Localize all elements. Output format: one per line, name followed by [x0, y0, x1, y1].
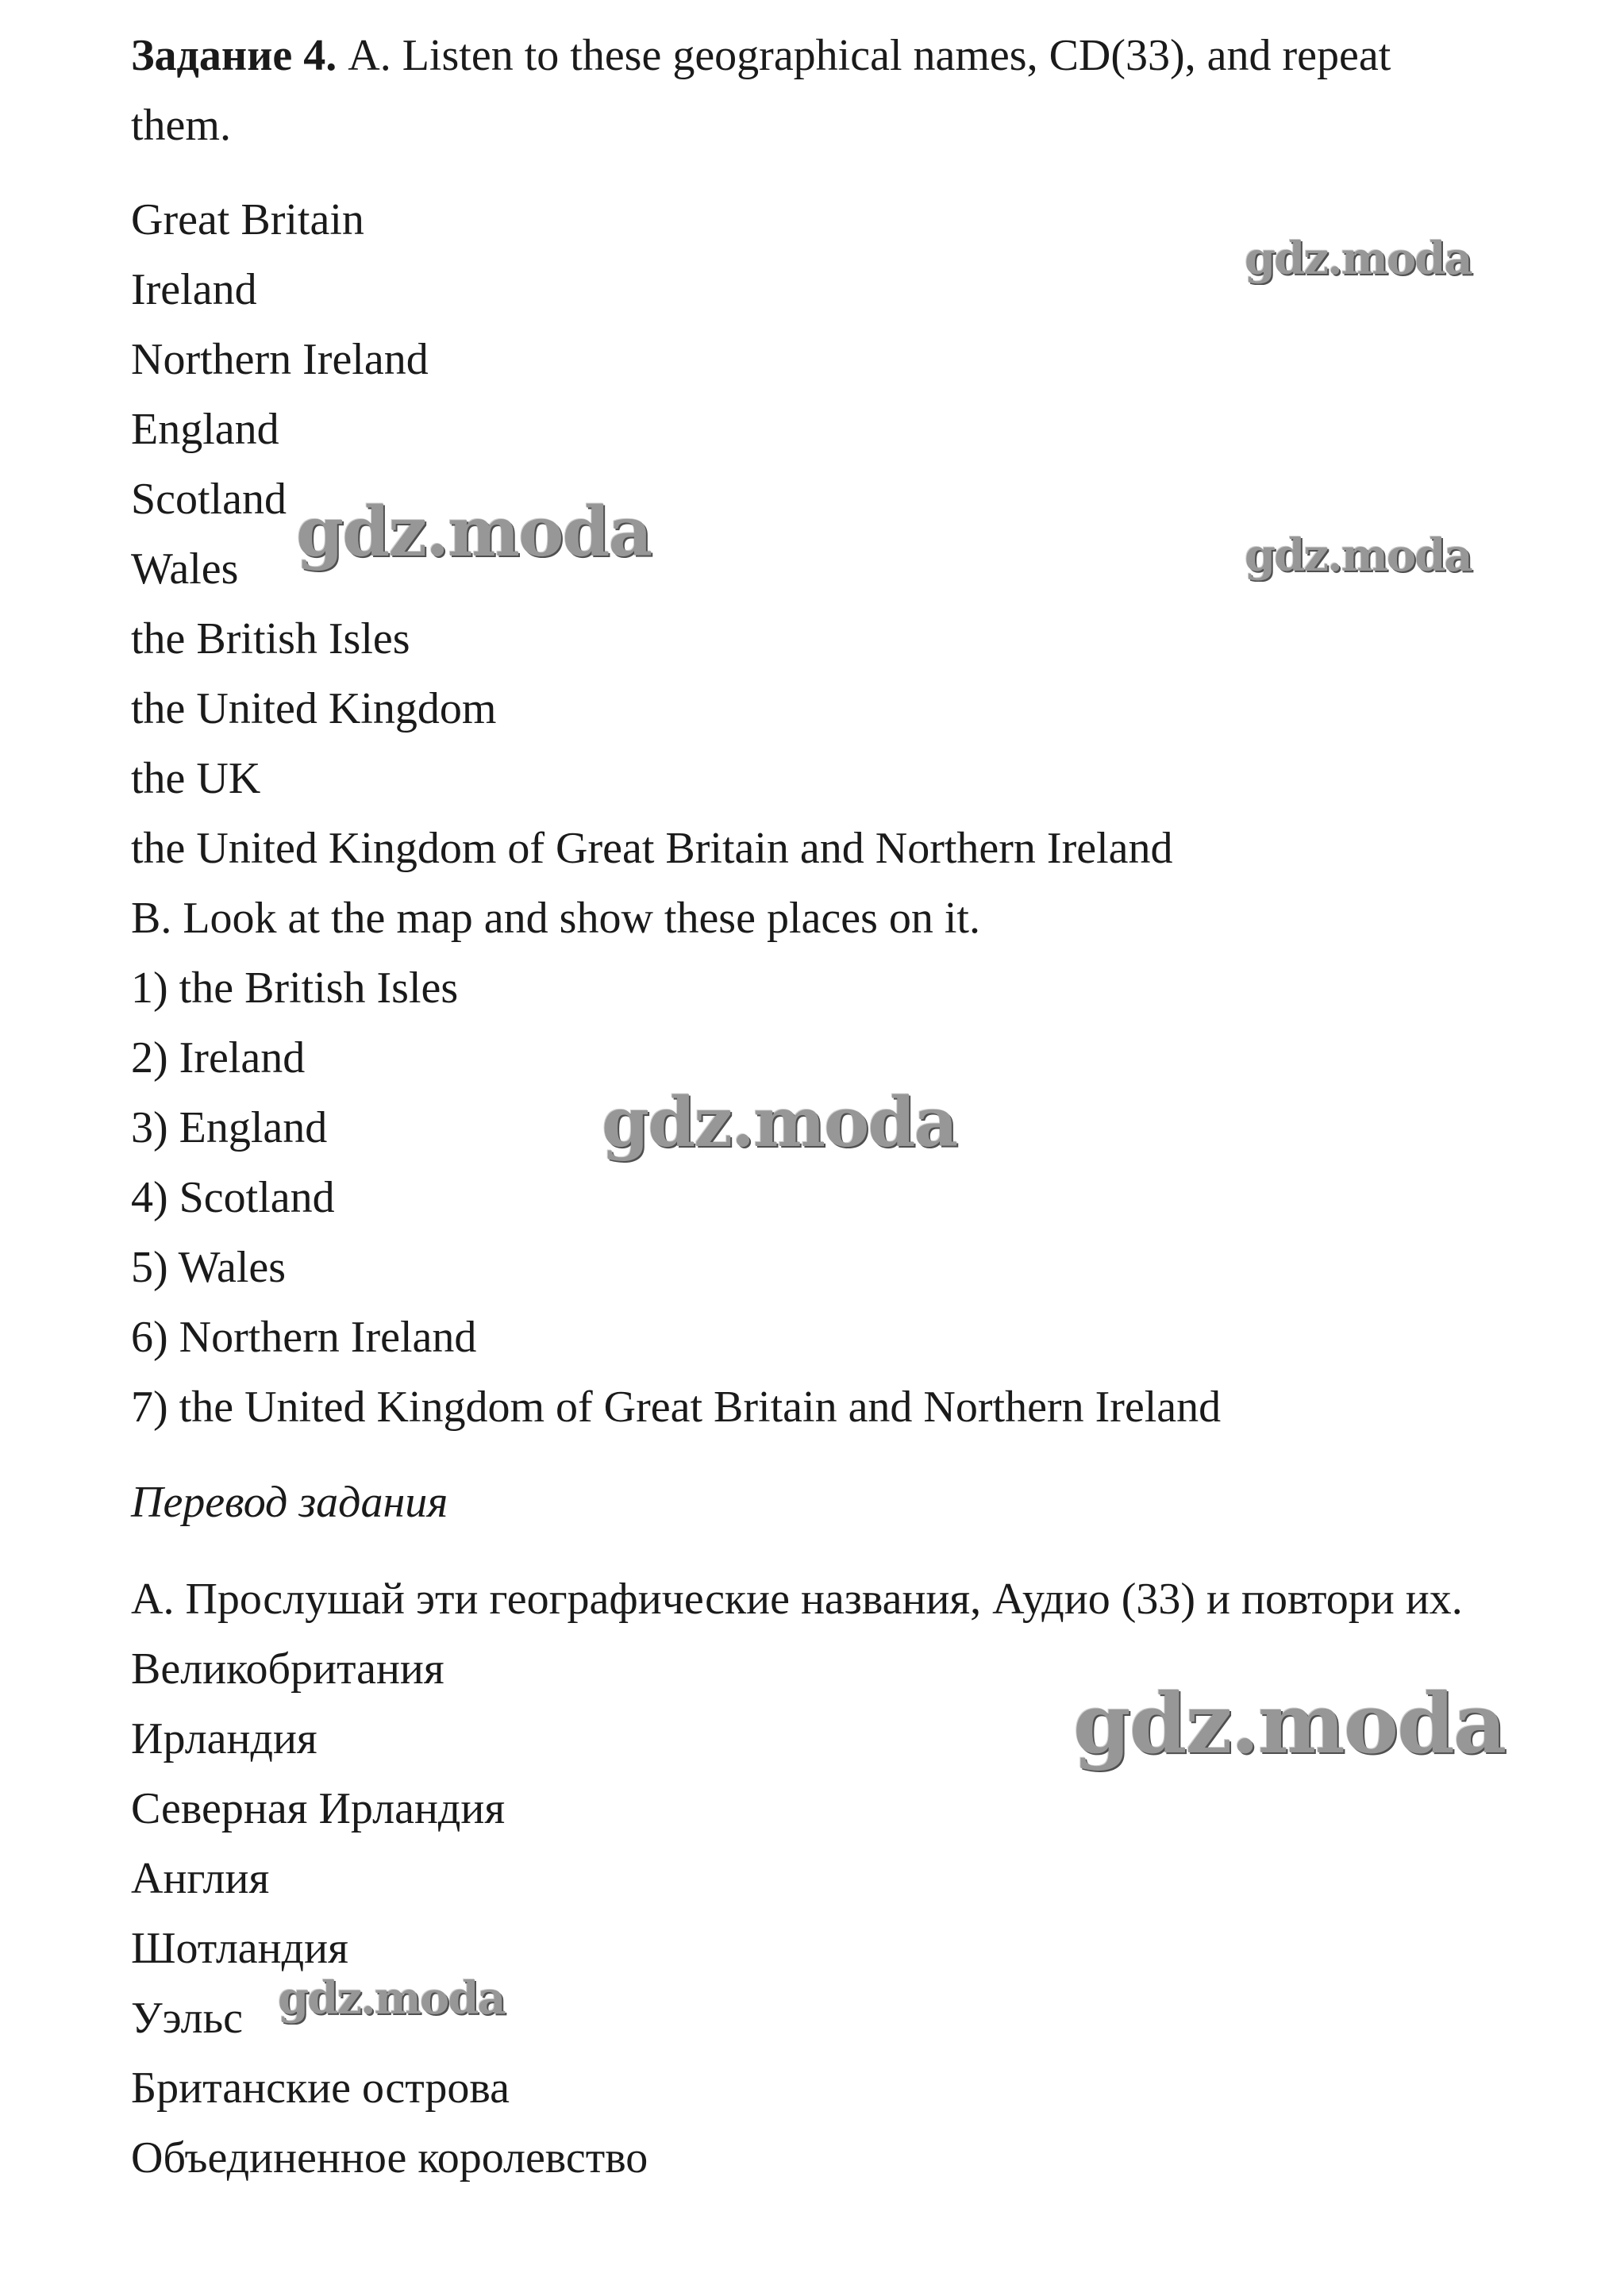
- name-en-item: Northern Ireland: [131, 335, 429, 384]
- name-ru-item: Британские острова: [131, 2063, 510, 2113]
- part-b-item: 7) the United Kingdom of Great Britain and Northern Ireland: [131, 1383, 1222, 1432]
- name-ru-item: Уэльс: [131, 1994, 244, 2043]
- part-b-item: 1) the British Isles: [131, 963, 459, 1013]
- watermark: gdz.moda: [602, 1083, 957, 1163]
- name-ru-item: Северная Ирландия: [131, 1784, 506, 1833]
- watermark: gdz.moda: [1245, 529, 1472, 582]
- watermark: gdz.moda: [1245, 233, 1472, 285]
- task-intro-line-1: [131, 30, 1391, 81]
- watermark: gdz.moda: [1073, 1675, 1506, 1772]
- name-en-item: the United Kingdom: [131, 684, 497, 733]
- translation-instruction: А. Прослушай эти географические названия, Аудио (33) и повтори их.: [131, 1575, 1463, 1624]
- name-en-item: Scotland: [131, 475, 287, 524]
- name-ru-item: Объединенное королевство: [131, 2133, 648, 2183]
- name-ru-item: Ирландия: [131, 1714, 317, 1763]
- name-en-item: Great Britain: [131, 195, 364, 244]
- part-b-item: 3) England: [131, 1103, 328, 1152]
- name-ru-item: Англия: [131, 1854, 270, 1903]
- name-en-item: the UK: [131, 754, 261, 803]
- task-intro-line-2: them.: [131, 101, 231, 150]
- name-en-item: Wales: [131, 544, 239, 594]
- translation-heading: Перевод задания: [131, 1478, 448, 1527]
- name-en-item: Ireland: [131, 265, 257, 314]
- task-intro-text: A. Listen to these geographical names, CD(33), and repeat: [348, 31, 1391, 80]
- watermark: gdz.moda: [278, 1972, 505, 2025]
- name-ru-item: Шотландия: [131, 1924, 348, 1973]
- name-en-item: the British Isles: [131, 614, 410, 663]
- part-b-instruction: B. Look at the map and show these places on it.: [131, 894, 980, 943]
- name-en-item: the United Kingdom of Great Britain and Northern Ireland: [131, 824, 1173, 873]
- watermark: gdz.moda: [296, 492, 652, 572]
- name-ru-item: Великобритания: [131, 1644, 444, 1694]
- part-b-item: 6) Northern Ireland: [131, 1313, 477, 1362]
- name-en-item: England: [131, 405, 279, 454]
- part-b-item: 5) Wales: [131, 1243, 287, 1292]
- part-b-item: 4) Scotland: [131, 1173, 335, 1222]
- task-number: Задание 4.: [131, 31, 337, 80]
- part-b-item: 2) Ireland: [131, 1033, 306, 1083]
